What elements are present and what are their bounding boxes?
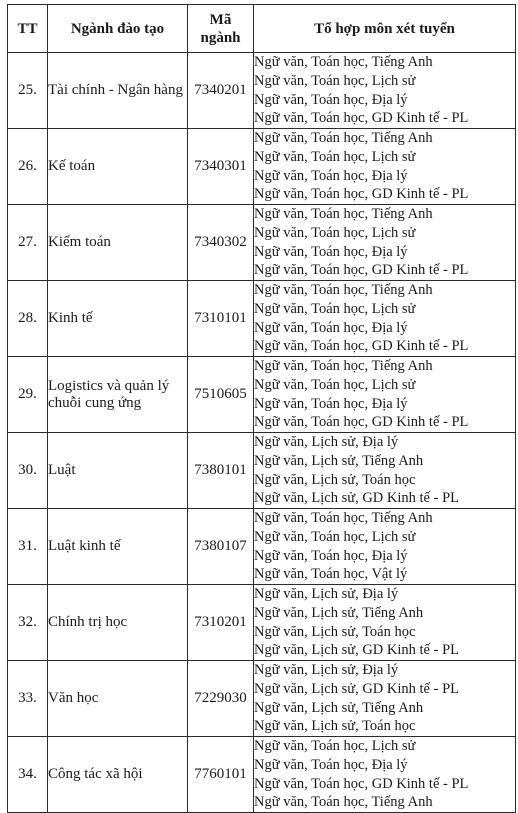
combo-line: Ngữ văn, Toán học, Địa lý	[254, 395, 408, 412]
combo-line: Ngữ văn, Lịch sử, Toán học	[254, 471, 416, 488]
header-tt: TT	[8, 5, 48, 53]
row-number: 26.	[8, 129, 48, 205]
combo-line: Ngữ văn, Toán học, GD Kinh tế - PL	[254, 186, 469, 203]
combo-line: Ngữ văn, Toán học, Lịch sử	[254, 300, 416, 317]
combo-line: Ngữ văn, Lịch sử, Toán học	[254, 718, 416, 735]
combo-line: Ngữ văn, Lịch sử, GD Kinh tế - PL	[254, 490, 459, 507]
major-name: Tài chính - Ngân hàng	[48, 53, 188, 129]
header-code-line2: ngành	[200, 29, 241, 46]
table-row	[8, 585, 516, 661]
combo-line: Ngữ văn, Toán học, Lịch sử	[254, 148, 416, 165]
table-body	[8, 53, 516, 813]
subject-combinations	[254, 205, 516, 281]
subject-combinations	[254, 281, 516, 357]
combo-line: Ngữ văn, Toán học, Lịch sử	[254, 224, 416, 241]
combo-line: Ngữ văn, Toán học, Vật lý	[254, 566, 408, 583]
subject-combinations	[254, 129, 516, 205]
major-code: 7380101	[188, 433, 254, 509]
row-number: 30.	[8, 433, 48, 509]
combo-line: Ngữ văn, Lịch sử, GD Kinh tế - PL	[254, 680, 459, 697]
admission-table	[7, 4, 516, 813]
subject-combinations	[254, 357, 516, 433]
combo-line: Ngữ văn, Toán học, Lịch sử	[254, 72, 416, 89]
combo-line: Ngữ văn, Lịch sử, Tiếng Anh	[254, 699, 424, 716]
combo-line: Ngữ văn, Lịch sử, Tiếng Anh	[254, 604, 424, 621]
header-major: Ngành đào tạo	[48, 5, 188, 53]
major-name: Logistics và quản lý chuỗi cung ứng	[48, 357, 188, 433]
major-code: 7760101	[188, 737, 254, 813]
combo-line: Ngữ văn, Lịch sử, Toán học	[254, 623, 416, 640]
row-number: 33.	[8, 661, 48, 737]
combo-line: Ngữ văn, Toán học, Lịch sử	[254, 528, 416, 545]
major-name: Kế toán	[48, 129, 188, 205]
table-row	[8, 737, 516, 813]
major-name: Chính trị học	[48, 585, 188, 661]
table-row	[8, 53, 516, 129]
major-code: 7340201	[188, 53, 254, 129]
combo-line: Ngữ văn, Lịch sử, Địa lý	[254, 586, 399, 603]
combo-line: Ngữ văn, Toán học, Địa lý	[254, 756, 408, 773]
major-code: 7380107	[188, 509, 254, 585]
major-name: Luật	[48, 433, 188, 509]
combo-line: Ngữ văn, Toán học, Lịch sử	[254, 738, 416, 755]
combo-line: Ngữ văn, Toán học, GD Kinh tế - PL	[254, 414, 469, 431]
major-code: 7310101	[188, 281, 254, 357]
combo-line: Ngữ văn, Toán học, GD Kinh tế - PL	[254, 775, 469, 792]
combo-line: Ngữ văn, Toán học, Địa lý	[254, 91, 408, 108]
combo-line: Ngữ văn, Toán học, Tiếng Anh	[254, 282, 433, 299]
row-number: 27.	[8, 205, 48, 281]
subject-combinations	[254, 737, 516, 813]
combo-line: Ngữ văn, Lịch sử, GD Kinh tế - PL	[254, 642, 459, 659]
major-code: 7340301	[188, 129, 254, 205]
table-header-row	[8, 5, 516, 53]
row-number: 28.	[8, 281, 48, 357]
table-row	[8, 509, 516, 585]
header-code	[188, 5, 254, 53]
combo-line: Ngữ văn, Toán học, GD Kinh tế - PL	[254, 262, 469, 279]
combo-line: Ngữ văn, Toán học, Lịch sử	[254, 376, 416, 393]
subject-combinations	[254, 433, 516, 509]
table-row	[8, 205, 516, 281]
major-code: 7310201	[188, 585, 254, 661]
subject-combinations	[254, 585, 516, 661]
combo-line: Ngữ văn, Toán học, Địa lý	[254, 167, 408, 184]
row-number: 34.	[8, 737, 48, 813]
combo-line: Ngữ văn, Toán học, GD Kinh tế - PL	[254, 338, 469, 355]
row-number: 32.	[8, 585, 48, 661]
subject-combinations	[254, 509, 516, 585]
table-row	[8, 433, 516, 509]
major-code: 7229030	[188, 661, 254, 737]
major-name: Kinh tế	[48, 281, 188, 357]
combo-line: Ngữ văn, Toán học, Địa lý	[254, 243, 408, 260]
major-code: 7340302	[188, 205, 254, 281]
subject-combinations	[254, 661, 516, 737]
major-name: Kiểm toán	[48, 205, 188, 281]
major-name: Văn học	[48, 661, 188, 737]
table-row	[8, 661, 516, 737]
table-row	[8, 129, 516, 205]
combo-line: Ngữ văn, Toán học, Tiếng Anh	[254, 206, 433, 223]
combo-line: Ngữ văn, Toán học, Tiếng Anh	[254, 130, 433, 147]
combo-line: Ngữ văn, Lịch sử, Địa lý	[254, 662, 399, 679]
combo-line: Ngữ văn, Toán học, Địa lý	[254, 319, 408, 336]
combo-line: Ngữ văn, Lịch sử, Tiếng Anh	[254, 452, 424, 469]
header-combos: Tổ hợp môn xét tuyển	[254, 5, 516, 53]
row-number: 25.	[8, 53, 48, 129]
header-code-line1: Mã	[209, 11, 232, 28]
combo-line: Ngữ văn, Toán học, Địa lý	[254, 547, 408, 564]
row-number: 29.	[8, 357, 48, 433]
major-name: Luật kinh tế	[48, 509, 188, 585]
combo-line: Ngữ văn, Toán học, Tiếng Anh	[254, 794, 433, 811]
combo-line: Ngữ văn, Toán học, Tiếng Anh	[254, 510, 433, 527]
combo-line: Ngữ văn, Toán học, Tiếng Anh	[254, 358, 433, 375]
major-code: 7510605	[188, 357, 254, 433]
table-row	[8, 357, 516, 433]
combo-line: Ngữ văn, Lịch sử, Địa lý	[254, 434, 399, 451]
major-name: Công tác xã hội	[48, 737, 188, 813]
combo-line: Ngữ văn, Toán học, GD Kinh tế - PL	[254, 110, 469, 127]
combo-line: Ngữ văn, Toán học, Tiếng Anh	[254, 54, 433, 71]
subject-combinations	[254, 53, 516, 129]
row-number: 31.	[8, 509, 48, 585]
table-row	[8, 281, 516, 357]
